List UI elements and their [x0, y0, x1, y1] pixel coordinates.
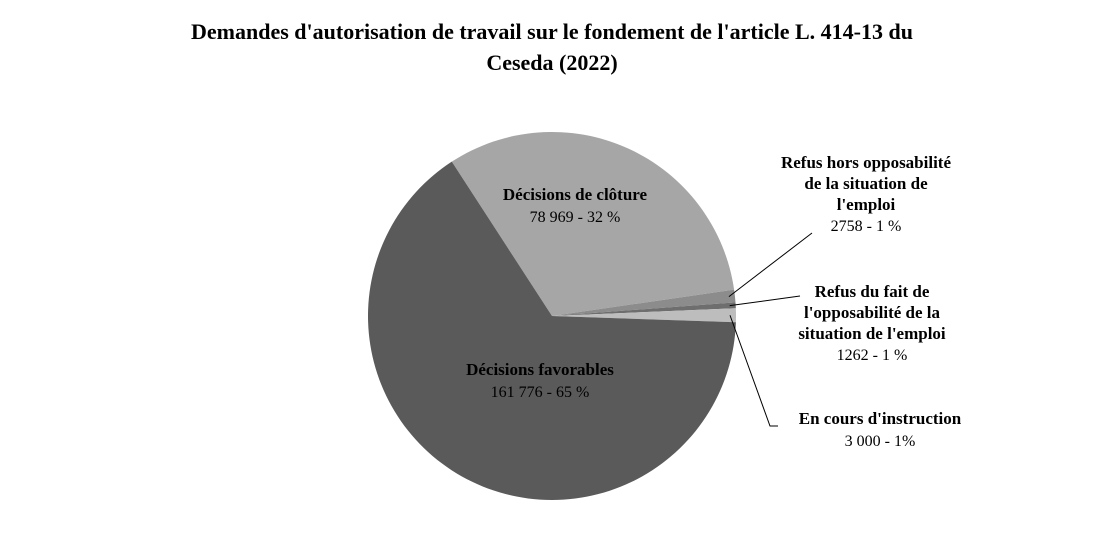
leader-line-en-cours-d-instruction [730, 315, 778, 426]
slice-label-line: de la situation de [804, 174, 928, 193]
slice-label-line: l'opposabilité de la [803, 303, 941, 322]
slice-label-line: Décisions favorables [466, 360, 614, 379]
slice-value-label: 161 776 - 65 % [490, 384, 590, 401]
slice-label-line: En cours d'instruction [798, 409, 962, 428]
slice-label-line: Décisions de clôture [502, 185, 648, 204]
slice-label-line: situation de l'emploi [798, 324, 946, 343]
slice-value-label: 3 000 - 1% [844, 433, 916, 450]
chart-title-line-1: Demandes d'autorisation de travail sur le fondement de l'article L. 414-13 du [191, 19, 913, 44]
chart-title-line-2: Ceseda (2022) [486, 50, 618, 75]
slice-label-line: l'emploi [836, 195, 896, 214]
slice-value-label: 1262 - 1 % [836, 347, 908, 364]
slice-value-label: 78 969 - 32 % [529, 209, 621, 226]
slice-label-line: Refus du fait de [814, 282, 930, 301]
slice-label-en-cours-d-instruction [799, 409, 962, 450]
slice-value-label: 2758 - 1 % [830, 218, 902, 235]
slice-label-line: Refus hors opposabilité [780, 153, 952, 172]
slice-label-refus-hors-opposabilite-de-la-situation-de-l-emploi [781, 153, 951, 235]
leader-line-refus-hors-opposabilite-de-la-situation-de-l-emploi [729, 233, 812, 297]
leader-line-refus-du-fait-de-l-opposabilite-de-la-situation-de-l-emploi [730, 296, 800, 306]
slice-label-refus-du-fait-de-l-opposabilite-de-la-situation-de-l-emploi [798, 282, 946, 364]
